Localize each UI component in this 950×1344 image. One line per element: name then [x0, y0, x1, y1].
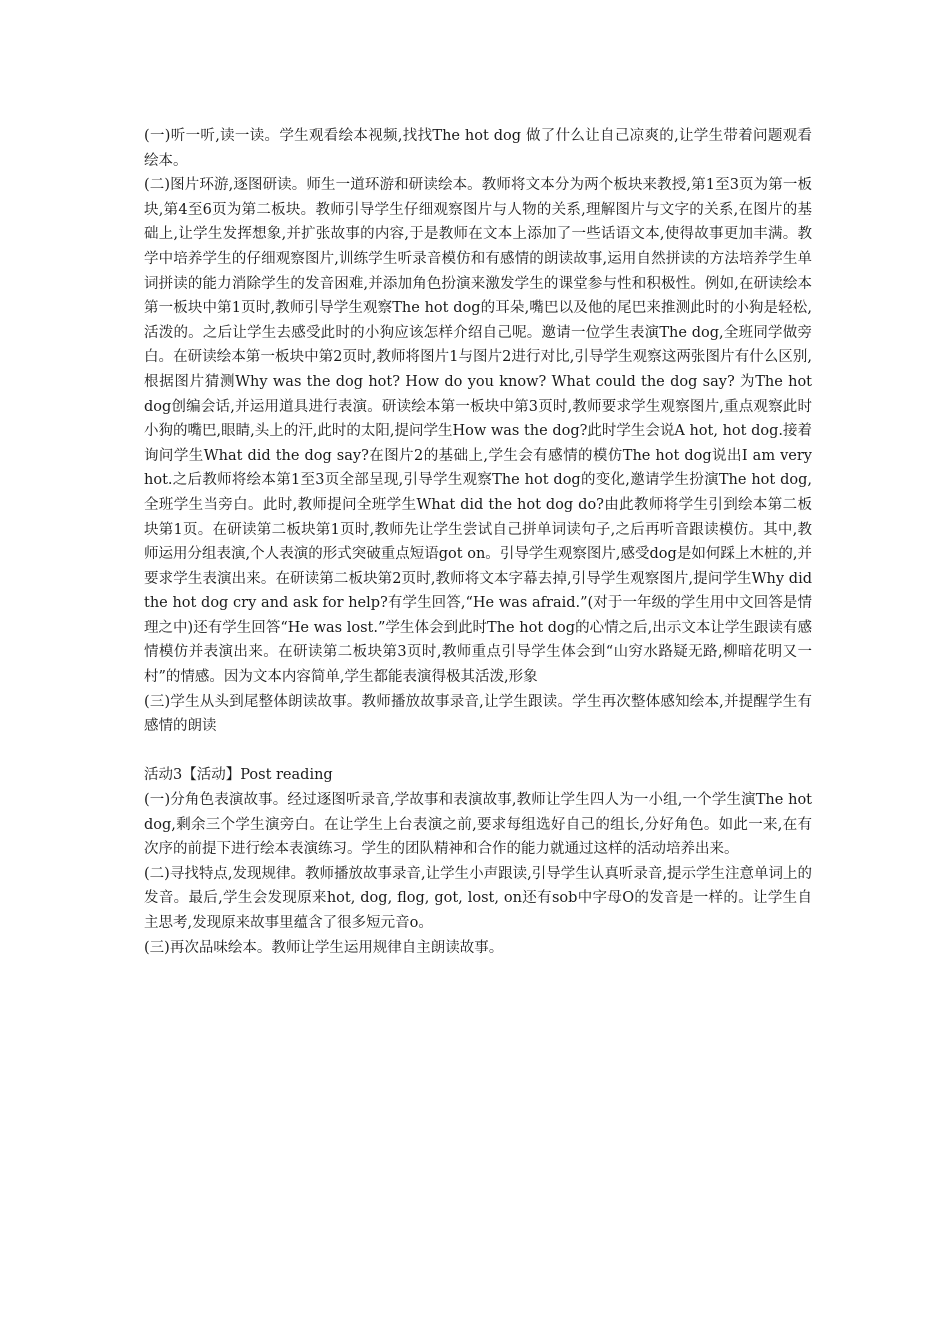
paragraph-find-rules: (二)寻找特点,发现规律。教师播放故事录音,让学生小声跟读,引导学生认真听录音,提示学生注意单词上的发音。最后,学生会发现原来hot, dog, flog, got, lost, on还有sob中字母O的发音是一样的。让学生自主思考,发现原来故事里蕴含了很多短元音o。: [144, 865, 812, 931]
section-gap: [144, 739, 812, 764]
document-body: [144, 124, 812, 960]
paragraph-reread: (三)再次品味绘本。教师让学生运用规律自主朗读故事。: [144, 939, 504, 956]
paragraph-whole-reading: (三)学生从头到尾整体朗读故事。教师播放故事录音,让学生跟读。学生再次整体感知绘本,并提醒学生有感情的朗读: [144, 693, 812, 735]
paragraph-role-play: (一)分角色表演故事。经过逐图听录音,学故事和表演故事,教师让学生四人为一小组,一个学生演The hot dog,剩余三个学生演旁白。在让学生上台表演之前,要求每组选好自己的组长,分好角色。如此一来,在有次序的前提下进行绘本表演练习。学生的团队精神和合作的能力就通过这样的活动培养出来。: [144, 792, 812, 858]
paragraph-listen-read: (一)听一听,读一读。学生观看绘本视频,找找The hot dog 做了什么让自己凉爽的,让学生带着问题观看绘本。: [144, 128, 812, 169]
paragraph-picture-walk: (二)图片环游,逐图研读。师生一道环游和研读绘本。教师将文本分为两个板块来教授,第1至3页为第一板块,第4至6页为第二板块。教师引导学生仔细观察图片与人物的关系,理解图片与文字的关系,在图片的基础上,让学生发挥想象,并扩张故事的内容,于是教师在文本上添加了一些话语文本,使得故事更加丰满。教学中培养学生的仔细观察图片,训练学生听录音模仿和有感情的朗读故事,运用自然拼读的方法培养学生单词拼读的能力消除学生的发音困难,并添加角色扮演来激发学生的课堂参与性和积极性。例如,在研读绘本第一板块中第1页时,教师引导学生观察The hot dog的耳朵,嘴巴以及他的尾巴来推测此时的小狗是轻松,活泼的。之后让学生去感受此时的小狗应该怎样介绍自己呢。邀请一位学生表演The dog,全班同学做旁白。在研读绘本第一板块中第2页时,教师将图片1与图片2进行对比,引导学生观察这两张图片有什么区别,根据图片猜测Why was the dog hot? How do you know? What could the dog say? 为The hot dog创编会话,并运用道具进行表演。研读绘本第一板块中第3页时,教师要求学生观察图片,重点观察此时小狗的嘴巴,眼睛,头上的汗,此时的太阳,提问学生How was the dog?此时学生会说A hot, hot dog.接着询问学生What did the dog say?在图片2的基础上,学生会有感情的模仿The hot dog说出I am very hot.之后教师将绘本第1至3页全部呈现,引导学生观察The hot dog的变化,邀请学生扮演The hot dog,全班学生当旁白。此时,教师提问全班学生What did the hot dog do?由此教师将学生引到绘本第二板块第1页。在研读第二板块第1页时,教师先让学生尝试自己拼单词读句子,之后再听音跟读模仿。其中,教师运用分组表演,个人表演的形式突破重点短语got on。引导学生观察图片,感受dog是如何踩上木桩的,并要求学生表演出来。在研读第二板块第2页时,教师将文本字幕去掉,引导学生观察图片,提问学生Why did the hot dog cry and ask for help?有学生回答,“He was afraid.”(对于一年级的学生用中文回答是情理之中)还有学生回答“He was lost.”学生体会到此时The hot dog的心情之后,出示文本让学生跟读有感情模仿并表演出来。在研读第二板块第3页时,教师重点引导学生体会到“山穷水路疑无路,柳暗花明又一村”的情感。因为文本内容简单,学生都能表演得极其活泼,形象: [144, 177, 812, 686]
activity-heading: 活动3【活动】Post reading: [144, 767, 333, 784]
